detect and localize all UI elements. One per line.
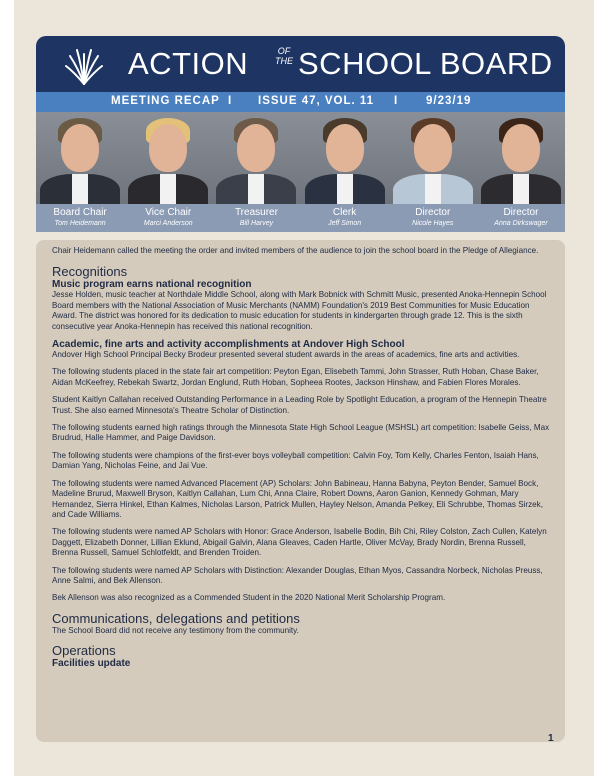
- member-name-cell: [124, 204, 212, 232]
- member-photo: [212, 112, 300, 204]
- academic-heading: Academic, fine arts and activity accomplishments at Andover High School: [52, 339, 405, 351]
- intro-text: Chair Heidemann called the meeting the order and invited members of the audience to join the school board in the Pledge of Allegiance.: [52, 246, 539, 255]
- state-fair-text: The following students placed in the state fair art competition: Peyton Egan, Elisebeth Tammi, John Strasser, Ruth Hoban, Chase Baker, Aidan McKeefrey, Rebekah Swartz, Jordan Englund, Ruth Hoban, Sopheea Rootes, Jackson Hinshaw, and Fabien Flores Morales.: [52, 367, 539, 387]
- member-name-cell: [212, 204, 300, 232]
- title-school-board: SCHOOL BOARD: [298, 46, 553, 81]
- title-of-the: [272, 46, 296, 66]
- member-photo: [301, 112, 389, 204]
- member-name: Tom Heidemann: [54, 220, 106, 227]
- merit-text: Bek Allenson was also recognized as a Commended Student in the 2020 National Merit Scholarship Program.: [52, 593, 446, 603]
- ap-honor-text: The following students were named AP Scholars with Honor: Grace Anderson, Isabelle Bodin, Bih Chi, Riley Colston, Zach Cullen, Katelyn Daggett, Elizabeth Donner, Lillian Eklund, Abigail Galvin, Alana Gleaves, Caden Hartle, Oliver McVay, Brady Nordin, Brenna Russell, Brenna Russell, Samuel Schlotfeldt, and Brenden Troiden.: [52, 527, 547, 558]
- member-photo-shirt: [248, 174, 264, 204]
- communications-text: The School Board did not receive any testimony from the community.: [52, 625, 299, 635]
- member-role: Vice Chair: [145, 207, 192, 218]
- volleyball-text: The following students were champions of the first-ever boys volleyball competition: Calvin Foy, Tom Kelly, Charles Fenton, Isaiah Hans, Damian Yang, Nicholas Feine, and Jai Vue.: [52, 450, 539, 471]
- ap-distinction-text: The following students were named AP Scholars with Distinction: Alexander Douglas, Ethan Myos, Cassandra Norbeck, Nicholas Preuss, Anne Salmi, and Bek Allenson.: [52, 565, 543, 585]
- member-photo-head: [149, 124, 187, 172]
- member-name: Jeff Simon: [328, 220, 362, 227]
- date-label: 9/23/19: [426, 95, 472, 107]
- facilities-heading: Facilities update: [52, 658, 131, 670]
- member-name-cell: [477, 204, 565, 232]
- page-number: 1: [548, 733, 554, 744]
- member-photo-shirt: [425, 174, 441, 204]
- member-photo-shirt: [160, 174, 176, 204]
- member-name-cell: [36, 204, 124, 232]
- member-role: Director: [503, 207, 539, 218]
- content-box: [36, 240, 565, 742]
- communications-heading: Communications, delegations and petitions: [52, 610, 300, 626]
- meeting-recap-label: MEETING RECAP: [111, 95, 220, 107]
- music-text: Jesse Holden, music teacher at Northdale Middle School, along with Mark Bobnick with Schmitt Music, presented Anoka-Hennepin School Board members with the National Association of Music Merchants (NAMM) Foundation's 2019 Best Communities for Music Education Award. The district was honored for its dedication to music education for students in kindergarten through grade 12. This is the sixth consecutive year Anoka-Hennepin has received this national recognition.: [52, 290, 547, 331]
- kaitlyn-text: Student Kaitlyn Callahan received Outstanding Performance in a Leading Role by Spotlight Education, a program of the Hennepin Theatre Trust. She also earned Minnesota's Theatre Scholar of Distinction.: [52, 395, 547, 415]
- board-names: [36, 204, 565, 232]
- operations-heading: Operations: [52, 643, 116, 659]
- member-name: Anna Dirkswager: [494, 220, 548, 227]
- title-of: OF: [277, 46, 291, 56]
- recap-bar: [36, 92, 565, 112]
- member-photo-head: [61, 124, 99, 172]
- ap-scholars-text: The following students were named Advanced Placement (AP) Scholars: John Babineau, Hanna Babyna, Peyton Bender, Samuel Bock, Madeline Brurud, Maxwell Bryson, Kaitlyn Callahan, Lum Chi, Anna Claire, Robert Downs, Aaron Ganion, Kennedy Gohman, Mary Hernandez, Sierra Hinkel, Ethan Kalmes, Nicholas Larson, Patrick Mullen, Hayley Nelson, Amanda Pelkey, Eli Schrubbe, Thomas Sirzek, and Cade Williams.: [52, 478, 543, 519]
- recognitions-heading: Recognitions: [52, 264, 128, 280]
- academic-text: Andover High School Principal Becky Brodeur presented several student awards in the areas of academics, fine arts and activities.: [52, 350, 520, 360]
- member-role: Board Chair: [53, 207, 107, 218]
- separator: I: [228, 95, 233, 107]
- title-action: ACTION: [128, 46, 249, 81]
- wheat-logo-icon: [64, 44, 104, 86]
- member-photo: [36, 112, 124, 204]
- member-photo-shirt: [72, 174, 88, 204]
- issue-label: ISSUE 47, VOL. 11: [258, 95, 375, 107]
- member-name-cell: [301, 204, 389, 232]
- title-the: THE: [275, 56, 293, 66]
- separator: I: [394, 95, 399, 107]
- member-photo-head: [237, 124, 275, 172]
- board-photos: [36, 112, 565, 204]
- member-name-cell: [389, 204, 477, 232]
- member-name: Nicole Hayes: [412, 220, 454, 227]
- member-role: Clerk: [332, 207, 357, 218]
- member-photo-head: [326, 124, 364, 172]
- member-photo-shirt: [337, 174, 353, 204]
- member-photo-head: [414, 124, 452, 172]
- member-role: Director: [415, 207, 451, 218]
- member-name: Marci Anderson: [143, 220, 193, 227]
- member-role: Treasurer: [234, 207, 278, 218]
- member-photo-shirt: [513, 174, 529, 204]
- member-photo: [477, 112, 565, 204]
- member-photo: [124, 112, 212, 204]
- member-photo-head: [502, 124, 540, 172]
- masthead: [36, 36, 565, 92]
- member-name: Bill Harvey: [239, 220, 274, 227]
- music-heading: Music program earns national recognition: [52, 279, 252, 291]
- mshsl-text: The following students earned high ratings through the Minnesota State High School League (MSHSL) art competition: Isabelle Geiss, Max Brudrud, Halle Hammer, and Paige Davidson.: [52, 423, 550, 443]
- member-photo: [389, 112, 477, 204]
